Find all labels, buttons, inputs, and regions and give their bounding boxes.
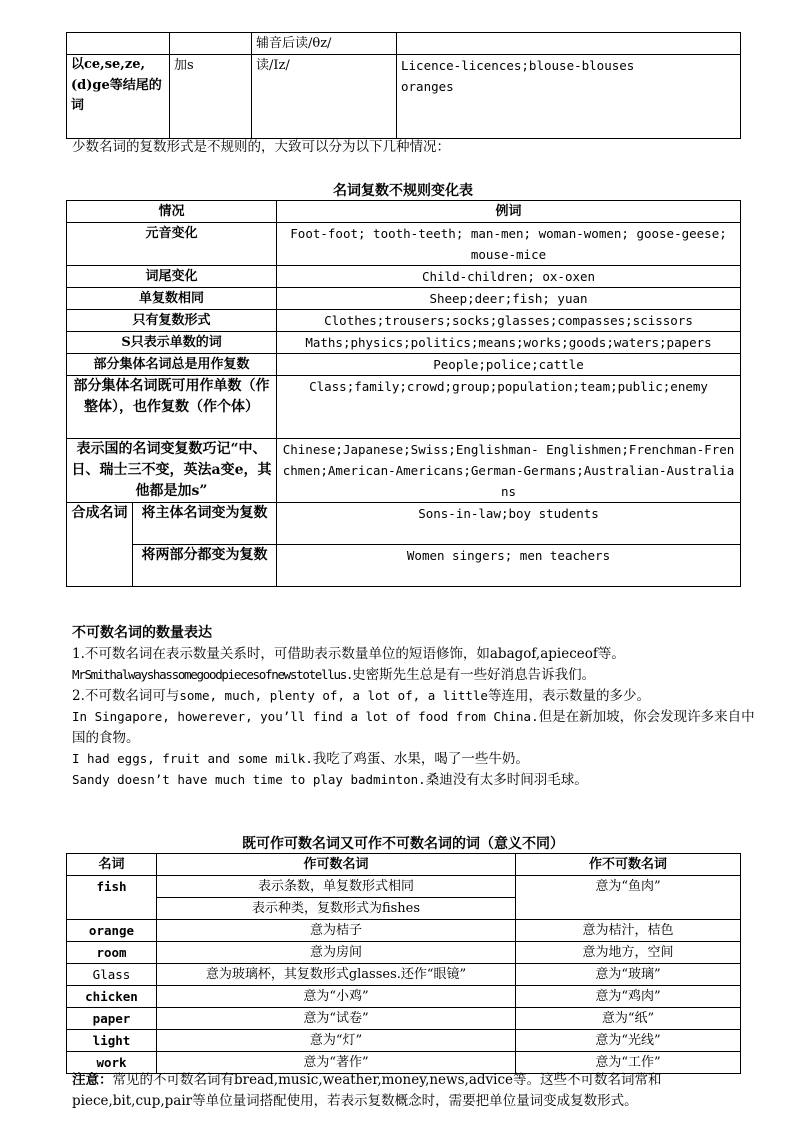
rule-condition-cell: 以ce,se,ze,(d)ge等结尾的词	[67, 55, 170, 139]
irregular-table-title: 名词复数不规则变化表	[333, 183, 473, 199]
chinese-translation: 桑迪没有太多时间羽毛球。	[425, 772, 588, 788]
english-sentence: MrSmithalwayshassomegoodpiecesofnewstotellus.	[72, 667, 353, 682]
example-line: oranges	[401, 79, 454, 94]
example-cell: Class;family;crowd;group;population;team;public;enemy	[277, 376, 741, 439]
noun-cell: chicken	[67, 986, 157, 1008]
uncountable-meaning: 意为“光线”	[516, 1030, 741, 1052]
uncountable-meaning: 意为“鱼肉”	[516, 876, 741, 920]
countable-meaning: 意为“试卷”	[157, 1008, 516, 1030]
example-sentence	[72, 707, 762, 748]
example-sentence	[72, 770, 762, 791]
uncountable-meaning: 意为“鸡肉”	[516, 986, 741, 1008]
noun-cell: fish	[67, 876, 157, 920]
noun-cell: light	[67, 1030, 157, 1052]
example-cell: Clothes;trousers;socks;glasses;compasses;scissors	[277, 310, 741, 332]
pronunciation-cell: 读/Iz/	[252, 55, 397, 139]
note-line-2: piece,bit,cup,pair等单位量词搭配使用，若表示复数概念时，需要把单位量词变成复数形式。	[72, 1093, 638, 1109]
noun-cell: work	[67, 1052, 157, 1074]
situation-cell: 词尾变化	[67, 266, 277, 288]
example-cell: Foot-foot; tooth-teeth; man-men; woman-women; goose-geese; mouse-mice	[277, 223, 741, 266]
chinese-translation: 史密斯先生总是有一些好消息告诉我们。	[352, 667, 596, 683]
dual-table-title: 既可作可数名词又可作不可数名词的词（意义不同）	[242, 836, 564, 852]
situation-cell: 将主体名词变为复数	[133, 503, 277, 545]
countable-meaning: 表示种类，复数形式为fishes	[157, 898, 516, 920]
chinese-translation: 我吃了鸡蛋、水果，喝了一些牛奶。	[312, 751, 529, 767]
irregular-plural-table	[66, 200, 741, 587]
cell-empty	[67, 33, 170, 55]
quantifier-list: some, much, plenty of, a lot of, a little	[179, 688, 488, 703]
note-text: 常见的不可数名词有bread,music,weather,money,news,advice等。这些不可数名词常和	[112, 1072, 662, 1088]
uncountable-point-2	[72, 686, 762, 707]
english-sentence: Sandy doesn’t have much time to play badminton.	[72, 772, 426, 787]
countable-meaning: 意为“灯”	[157, 1030, 516, 1052]
noun-cell: Glass	[67, 964, 157, 986]
header-noun: 名词	[67, 854, 157, 876]
example-sentence	[72, 749, 762, 770]
header-uncountable: 作不可数名词	[516, 854, 741, 876]
intro-text: 少数名词的复数形式是不规则的，大致可以分为以下几种情况：	[72, 139, 450, 155]
example-cell: People;police;cattle	[277, 354, 741, 376]
example-cell: Chinese;Japanese;Swiss;Englishman- Englishmen;Frenchman-Frenchmen;American-Americans;German-Germans;Australian-Australians	[277, 439, 741, 503]
situation-cell: 将两部分都变为复数	[133, 545, 277, 587]
example-sentence	[72, 665, 762, 686]
situation-cell: S只表示单数的词	[67, 332, 277, 354]
header-situation: 情况	[67, 201, 277, 223]
suffix-rule-table	[66, 32, 741, 139]
countable-meaning: 意为桔子	[157, 920, 516, 942]
rule-action-cell: 加s	[170, 55, 252, 139]
example-cell: Child-children; ox-oxen	[277, 266, 741, 288]
note-label: 注意：	[72, 1072, 113, 1088]
point-number: 2.不可数名词可与	[72, 688, 180, 704]
header-example: 例词	[277, 201, 741, 223]
pronunciation-cell: 辅音后读/θz/	[252, 33, 397, 55]
uncountable-meaning: 意为“纸”	[516, 1008, 741, 1030]
situation-cell: 元音变化	[67, 223, 277, 266]
dual-noun-table	[66, 853, 741, 1074]
uncountable-meaning: 意为“工作”	[516, 1052, 741, 1074]
situation-cell: 部分集体名词总是用作复数	[67, 354, 277, 376]
example-cell: Women singers; men teachers	[277, 545, 741, 587]
header-countable: 作可数名词	[157, 854, 516, 876]
uncountable-meaning: 意为桔汁，桔色	[516, 920, 741, 942]
example-cell: Sons-in-law;boy students	[277, 503, 741, 545]
countable-meaning: 意为“著作”	[157, 1052, 516, 1074]
note-line-1	[72, 1070, 762, 1091]
countable-meaning: 意为房间	[157, 942, 516, 964]
countable-meaning: 意为“小鸡”	[157, 986, 516, 1008]
english-sentence: I had eggs, fruit and some milk.	[72, 751, 313, 766]
chinese-translation: 但是在新加坡，你会发现许多来自中国的食物。	[72, 709, 755, 746]
uncountable-meaning: 意为地方，空间	[516, 942, 741, 964]
english-sentence: In Singapore, howerever, you’ll find a lot of food from China.	[72, 709, 539, 724]
situation-cell: 只有复数形式	[67, 310, 277, 332]
uncountable-meaning: 意为“玻璃”	[516, 964, 741, 986]
example-cell: Sheep;deer;fish; yuan	[277, 288, 741, 310]
countable-meaning: 意为玻璃杯，其复数形式glasses.还作“眼镜”	[157, 964, 516, 986]
noun-cell: paper	[67, 1008, 157, 1030]
cell-empty	[170, 33, 252, 55]
countable-meaning: 表示条数，单复数形式相同	[157, 876, 516, 898]
situation-cell: 部分集体名词既可用作单数（作整体），也作复数（作个体）	[67, 376, 277, 439]
cell-empty	[397, 33, 741, 55]
situation-cell: 表示国的名词变复数巧记“中、日、瑞士三不变，英法a变e，其他都是加s”	[67, 439, 277, 503]
compound-noun-label: 合成名词	[67, 503, 133, 587]
noun-cell: orange	[67, 920, 157, 942]
point-text: 等连用，表示数量的多少。	[487, 688, 650, 704]
example-cell: Maths;physics;politics;means;works;goods;waters;papers	[277, 332, 741, 354]
situation-cell: 单复数相同	[67, 288, 277, 310]
uncountable-point-1: 1.不可数名词在表示数量关系时，可借助表示数量单位的短语修饰，如abagof,apieceof等。	[72, 646, 625, 662]
example-line: Licence-licences;blouse-blouses	[401, 58, 635, 73]
uncountable-heading: 不可数名词的数量表达	[72, 625, 212, 641]
noun-cell: room	[67, 942, 157, 964]
